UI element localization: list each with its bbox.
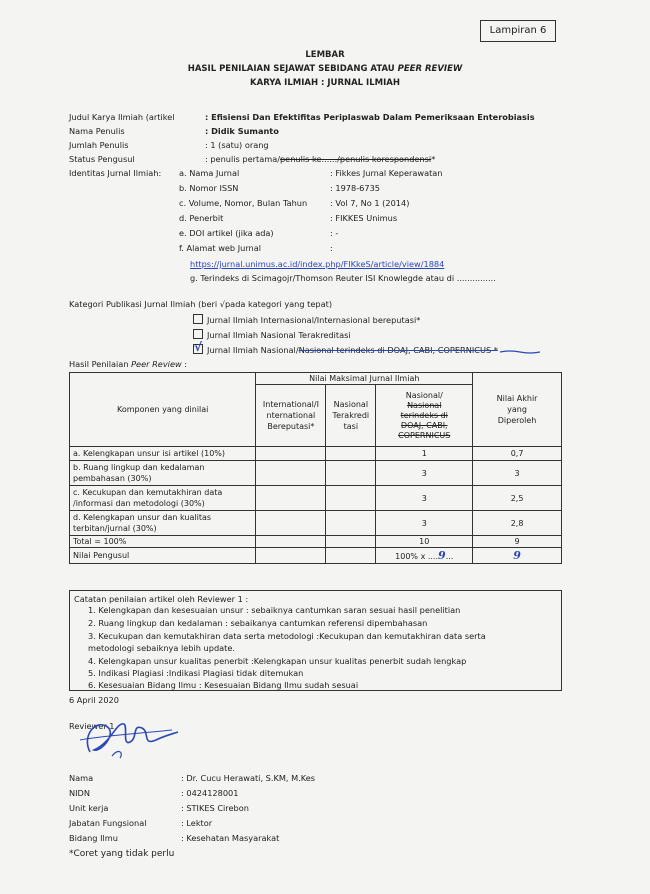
reviewer-field-value: : Dr. Cucu Herawati, S.KM, M.Kes <box>181 773 316 783</box>
col-line-struck: terindeks di <box>400 410 448 420</box>
komponen-cell: c. Kecukupan dan kemutakhiran data /informasi dan metodologi (30%) <box>70 486 256 511</box>
checkbox-checked[interactable] <box>193 340 203 354</box>
nilai-akhir-line: Diperoleh <box>497 416 537 425</box>
empty-cell <box>256 486 326 511</box>
score-rows <box>70 447 562 536</box>
catatan-item: 4. Kelengkapan unsur kualitas penerbit :Kelengkapan unsur kualitas penerbit sudah lengkap <box>88 656 467 666</box>
header-subtitle-text: HASIL PENILAIAN SEJAWAT SEBIDANG ATAU <box>187 64 398 74</box>
jurnal-item-value: : 1978-6735 <box>330 183 380 193</box>
catatan-item: 6. Kesesuaian Bidang Ilmu : Kesesuaian Bidang Ilmu sudah sesuai <box>88 680 359 690</box>
kategori-opt-3[interactable] <box>193 340 498 355</box>
jurnal-item-label: f. Alamat web Jurnal <box>179 243 262 253</box>
signature-icon <box>72 712 182 762</box>
header-title: LEMBAR <box>305 50 345 60</box>
jurnal-item-value: : - <box>330 228 339 238</box>
empty-cell <box>256 447 326 461</box>
catatan-title: Catatan penilaian artikel oleh Reviewer 1 : <box>74 594 249 604</box>
jurnal-item-value: : <box>330 243 333 253</box>
pen-strike-icon <box>500 349 540 355</box>
jurnal-item-value: : FIKKES Unimus <box>330 213 398 223</box>
table-row <box>70 447 562 461</box>
col-line: tasi <box>343 422 359 431</box>
pengusul-label: Nilai Pengusul <box>70 548 256 564</box>
max-cell: 3 <box>376 486 473 511</box>
header-subtitle-2: KARYA ILMIAH : JURNAL ILMIAH <box>250 78 400 88</box>
empty-cell <box>326 511 376 536</box>
header-subtitle <box>0 64 650 74</box>
nilai-akhir-line: yang <box>507 405 527 414</box>
col-line-struck: DOAJ, CABI, <box>400 420 448 430</box>
reviewer-field-label: NIDN <box>69 788 90 798</box>
jurnal-item-value: : Fikkes Jurnal Keperawatan <box>330 168 443 178</box>
check-mark-icon: √ <box>194 340 203 354</box>
catatan-item: metodologi sebaiknya lebih update. <box>88 643 236 653</box>
table-row <box>70 486 562 511</box>
jurnal-url-link[interactable]: https://jurnal.unimus.ac.id/index.php/FIKkeS/article/view/1884 <box>190 259 445 269</box>
pengusul-akhir-handwritten: 9 <box>513 549 521 562</box>
jurnal-item-label: e. DOI artikel (jika ada) <box>179 228 274 238</box>
kategori-opt-3-label: Jurnal Ilmiah Nasional/ <box>207 345 299 355</box>
empty-cell <box>326 548 376 564</box>
col-line: nternational <box>266 411 316 420</box>
jurnal-item-value: : Vol 7, No 1 (2014) <box>330 198 410 208</box>
kategori-opt-1-label: Jurnal Ilmiah Internasional/Internasional bereputasi* <box>207 315 421 325</box>
catatan-box <box>69 590 562 691</box>
col-line-struck: COPERNICUS <box>398 430 451 440</box>
reviewer-field-value: : Lektor <box>181 818 213 828</box>
pengusul-akhir <box>473 548 562 564</box>
hasil-label-colon: : <box>181 359 188 369</box>
hasil-label-italic: Peer Review <box>131 359 182 369</box>
identitas-label: Identitas Jurnal Ilmiah: <box>69 168 162 178</box>
hasil-label-text: Hasil Penilaian <box>69 359 132 369</box>
col-line: Nasional <box>333 400 369 409</box>
catatan-item: 3. Kecukupan dan kemutakhiran data serta metodologi :Kecukupan dan kemutakhiran data serta <box>88 631 486 641</box>
empty-cell <box>256 536 326 548</box>
date: 6 April 2020 <box>69 695 119 705</box>
kategori-title: Kategori Publikasi Jurnal Ilmiah (beri √pada kategori yang tepat) <box>69 299 333 309</box>
penulis-value: : Didik Sumanto <box>205 126 279 136</box>
judul-value: : Efisiensi Dan Efektifitas Periplaswab Dalam Pemeriksaan Enterobiasis <box>205 112 535 122</box>
empty-cell <box>326 536 376 548</box>
judul-label: Judul Karya Ilmiah (artikel <box>69 112 175 122</box>
col-nasional-terindeks <box>376 385 473 447</box>
table-row <box>70 511 562 536</box>
table-header-row <box>70 373 562 385</box>
pengusul-max-text: 100% x .... <box>395 552 439 561</box>
col-nasional-akreditasi <box>326 385 376 447</box>
jurnal-item-label: d. Penerbit <box>179 213 224 223</box>
checkbox-empty[interactable] <box>193 314 203 324</box>
max-cell: 3 <box>376 461 473 486</box>
akhir-cell: 0,7 <box>473 447 562 461</box>
komponen-cell: b. Ruang lingkup dan kedalaman pembahasan (30%) <box>70 461 256 486</box>
komponen-cell: a. Kelengkapan unsur isi artikel (10%) <box>70 447 256 461</box>
hasil-label <box>69 359 187 369</box>
akhir-cell: 2,5 <box>473 486 562 511</box>
empty-cell <box>326 486 376 511</box>
total-akhir: 9 <box>473 536 562 548</box>
total-max: 10 <box>376 536 473 548</box>
col-line: Terakredi <box>332 411 370 420</box>
col-line: International/I <box>262 400 319 409</box>
lampiran-box: Lampiran 6 <box>480 20 556 42</box>
reviewer-label: Reviewer 1, <box>69 721 118 731</box>
catatan-item: 1. Kelengkapan dan kesesuaian unsur : sebaiknya cantumkan saran sesuai hasil penelitian <box>88 605 461 615</box>
reviewer-field-label: Bidang Ilmu <box>69 833 118 843</box>
reviewer-field-label: Jabatan Fungsional <box>69 818 147 828</box>
komponen-cell: d. Kelengkapan unsur dan kualitas terbitan/jurnal (30%) <box>70 511 256 536</box>
max-cell: 3 <box>376 511 473 536</box>
jurnal-item-label: b. Nomor ISSN <box>179 183 239 193</box>
reviewer-field-value: : STIKES Cirebon <box>181 803 249 813</box>
empty-cell <box>326 461 376 486</box>
status-struck: penulis ke....../penulis korespondensi <box>279 154 432 164</box>
komponen-header: Komponen yang dinilai <box>70 373 256 447</box>
kategori-opt-2-label: Jurnal Ilmiah Nasional Terakreditasi <box>207 330 351 340</box>
reviewer-field-value: : 0424128001 <box>181 788 239 798</box>
empty-cell <box>326 447 376 461</box>
reviewer-field-value: : Kesehatan Masyarakat <box>181 833 280 843</box>
empty-cell <box>256 511 326 536</box>
status-label: Status Pengusul <box>69 154 135 164</box>
status-value <box>205 154 435 164</box>
akhir-cell: 3 <box>473 461 562 486</box>
kategori-opt-1[interactable] <box>193 314 420 325</box>
pengusul-max <box>376 548 473 564</box>
footnote: *Coret yang tidak perlu <box>69 849 175 859</box>
col-line: Nasional/ <box>405 390 443 400</box>
total-label: Total = 100% <box>70 536 256 548</box>
reviewer-field-label: Nama <box>69 773 94 783</box>
jumlah-label: Jumlah Penulis <box>69 140 129 150</box>
jumlah-value: : 1 (satu) orang <box>205 140 269 150</box>
terindeks-text: g. Terindeks di Scimagojr/Thomson Reuter ISI Knowlegde atau di ............... <box>190 273 496 283</box>
jurnal-item-label: a. Nama Jurnal <box>179 168 240 178</box>
status-star: * <box>431 154 436 164</box>
kategori-opt-2[interactable] <box>193 329 351 340</box>
nilai-akhir-line: Nilai Akhir <box>496 394 538 403</box>
penulis-label: Nama Penulis <box>69 126 125 136</box>
status-value-text: : penulis pertama/ <box>205 154 280 164</box>
kategori-opt-3-struck: Nasional terindeks di DOAJ, CABI, COPERNICUS * <box>298 345 498 355</box>
empty-cell <box>256 461 326 486</box>
score-table <box>69 372 562 564</box>
nilai-max-header: Nilai Maksimal Jurnal Ilmiah <box>256 373 473 385</box>
table-row <box>70 461 562 486</box>
empty-cell <box>256 548 326 564</box>
catatan-item: 5. Indikasi Plagiasi :Indikasi Plagiasi tidak ditemukan <box>88 668 304 678</box>
pengusul-row <box>70 548 562 564</box>
catatan-item: 2. Ruang lingkup dan kedalaman : sebaikanya cantumkan referensi dipembahasan <box>88 618 428 628</box>
col-line: Bereputasi* <box>267 422 315 431</box>
nilai-akhir-header <box>473 373 562 447</box>
total-row <box>70 536 562 548</box>
reviewer-field-label: Unit kerja <box>69 803 109 813</box>
pengusul-max-handwritten: 9 <box>438 549 446 562</box>
header-subtitle-italic: PEER REVIEW <box>397 64 463 74</box>
jurnal-item-label: c. Volume, Nomor, Bulan Tahun <box>179 198 308 208</box>
checkbox-empty[interactable] <box>193 329 203 339</box>
pengusul-max-dots: ... <box>445 552 454 561</box>
akhir-cell: 2,8 <box>473 511 562 536</box>
col-internasional <box>256 385 326 447</box>
max-cell: 1 <box>376 447 473 461</box>
col-line-struck: Nasional <box>407 400 442 410</box>
